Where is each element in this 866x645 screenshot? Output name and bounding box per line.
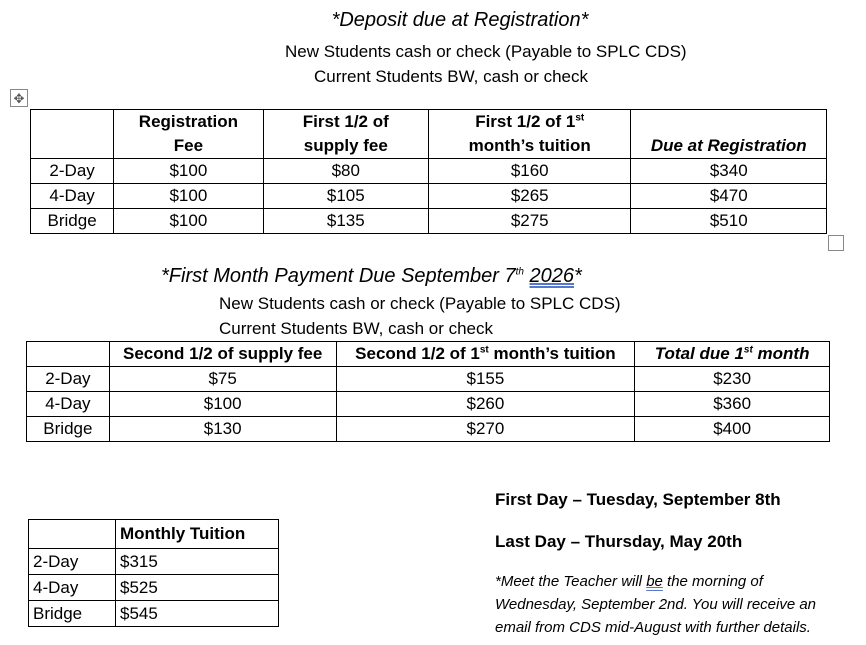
first-month-title: *First Month Payment Due September 7th 2026* (161, 265, 582, 287)
deposit-table (30, 109, 827, 234)
table-row: Bridge $545 (29, 601, 279, 627)
deposit-title: *Deposit due at Registration* (331, 9, 589, 31)
table-row: 4-Day $525 (29, 575, 279, 601)
table-move-handle[interactable] (10, 89, 28, 107)
header-total-due: Total due 1st month (635, 342, 830, 367)
row-label: 4-Day (31, 184, 114, 209)
monthly-tuition-table (28, 519, 279, 627)
header-first-half-tuition: First 1/2 of 1st month’s tuition (468, 112, 591, 155)
table-row: Bridge $130 $270 $400 (27, 417, 830, 442)
first-month-table (26, 341, 830, 442)
meet-teacher-note: *Meet the Teacher will be the morning of Wednesday, September 2nd. You will receive an email from CDS mid-August with further details. (495, 573, 817, 636)
table-resize-handle[interactable] (828, 235, 844, 251)
last-day-note: Last Day – Thursday, May 20th (495, 532, 743, 551)
table-header-row (29, 520, 279, 549)
first-day-note: First Day – Tuesday, September 8th (495, 490, 781, 509)
table-header-row (31, 110, 827, 159)
header-registration-fee: Registration Fee (138, 112, 238, 155)
first-month-new-students-line: New Students cash or check (Payable to SPLC CDS) (219, 294, 621, 313)
header-monthly-tuition: Monthly Tuition (116, 520, 279, 549)
table-row: 4-Day $100 $105 $265 $470 (31, 184, 827, 209)
first-month-current-students-line: Current Students BW, cash or check (219, 319, 494, 338)
row-label: Bridge (29, 601, 116, 627)
table-row: 4-Day $100 $260 $360 (27, 392, 830, 417)
row-label: 2-Day (27, 367, 110, 392)
move-icon: ✥ (13, 90, 25, 106)
table-row: 2-Day $100 $80 $160 $340 (31, 159, 827, 184)
deposit-current-students-line: Current Students BW, cash or check (314, 67, 589, 86)
table-header-row (27, 342, 830, 367)
row-label: Bridge (31, 209, 114, 234)
row-label: 2-Day (29, 549, 116, 575)
header-first-half-supply: First 1/2 of supply fee (302, 112, 389, 155)
row-label: 4-Day (27, 392, 110, 417)
header-second-half-tuition: Second 1/2 of 1st month’s tuition (336, 342, 635, 367)
table-row: 2-Day $315 (29, 549, 279, 575)
row-label: 4-Day (29, 575, 116, 601)
table-row: 2-Day $75 $155 $230 (27, 367, 830, 392)
deposit-new-students-line: New Students cash or check (Payable to SPLC CDS) (285, 42, 687, 61)
row-label: 2-Day (31, 159, 114, 184)
header-due-at-registration: Due at Registration (650, 136, 807, 155)
row-label: Bridge (27, 417, 110, 442)
table-row: Bridge $100 $135 $275 $510 (31, 209, 827, 234)
header-second-half-supply: Second 1/2 of supply fee (109, 342, 336, 367)
